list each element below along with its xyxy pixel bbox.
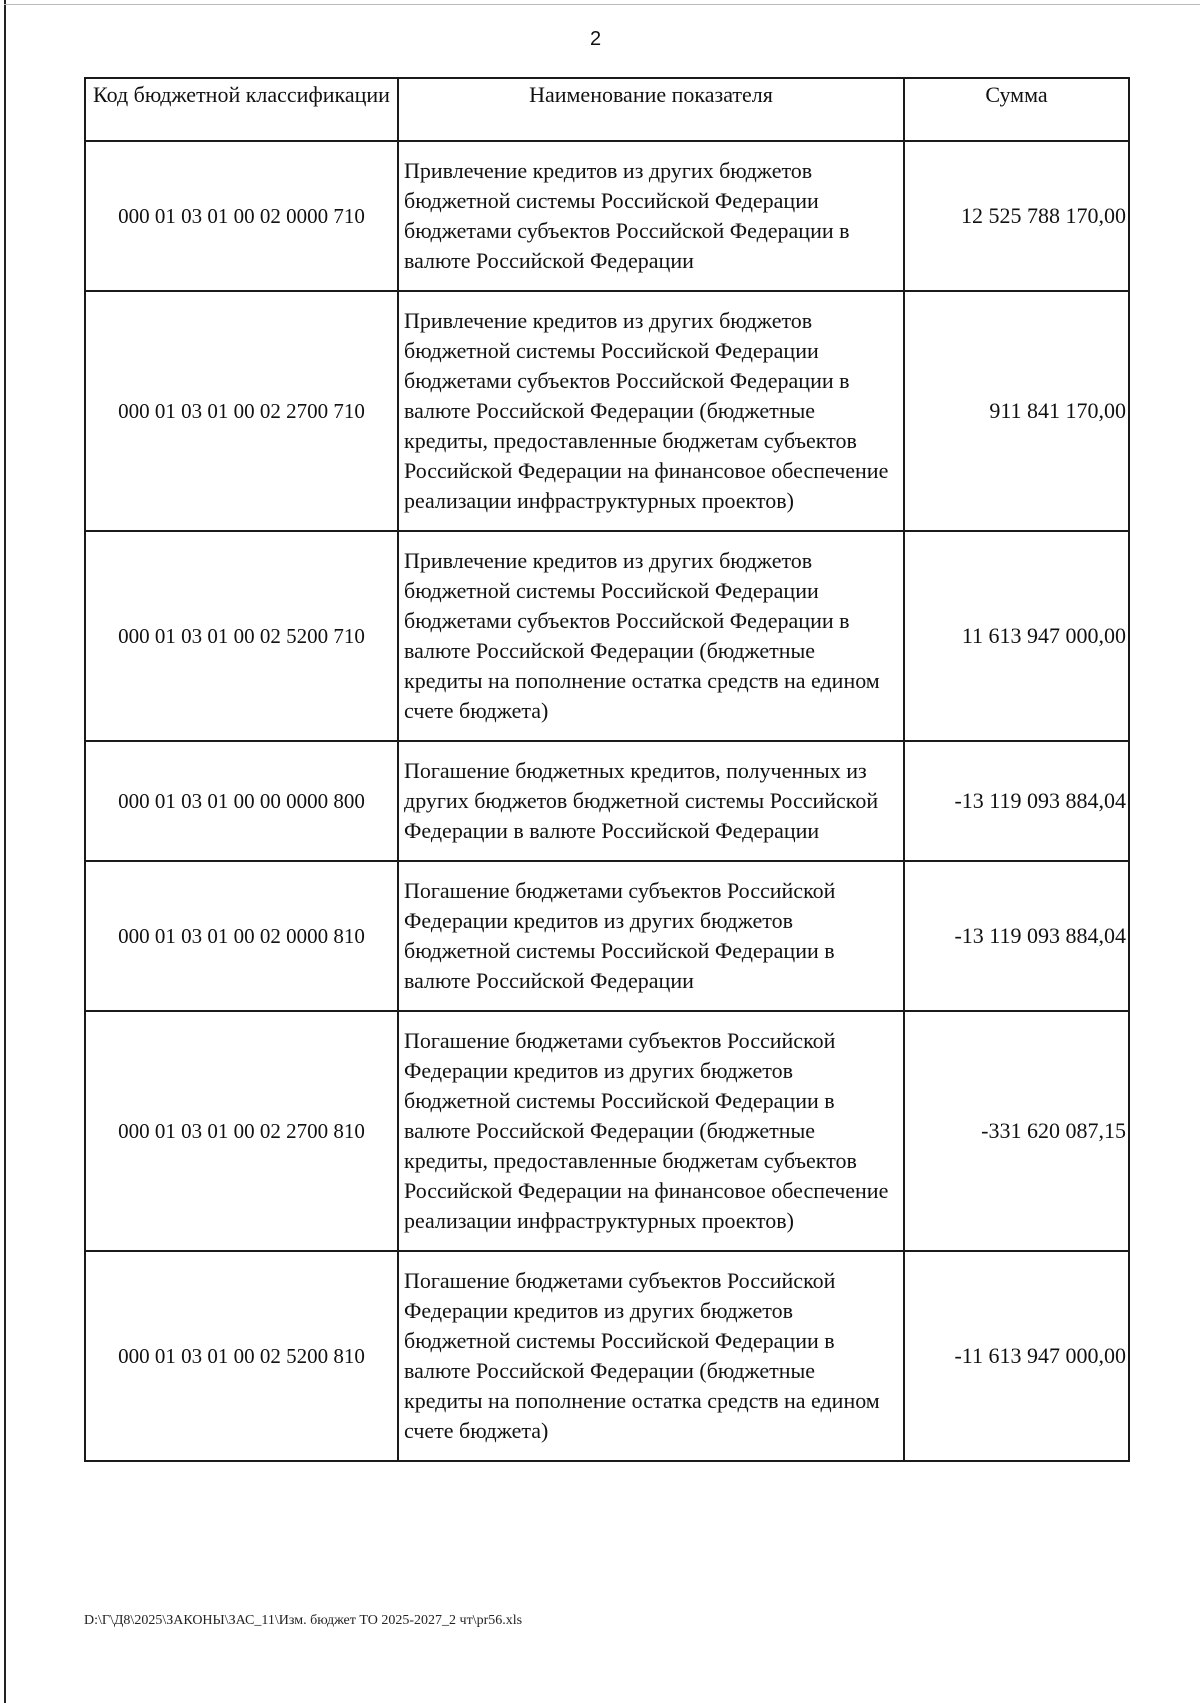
- table-row: [85, 741, 1129, 861]
- row-name: Погашение бюджетами субъектов Российской Федерации кредитов из других бюджетов бюджетной системы Российской Федерации в валюте Российской Федерации (бюджетные кредиты, предоставленные бюджетам субъектов Российской Федерации на финансовое обеспечение реализации инфраструктурных проектов): [398, 1011, 904, 1251]
- table-row: [85, 141, 1129, 291]
- row-name: Погашение бюджетами субъектов Российской Федерации кредитов из других бюджетов бюджетной системы Российской Федерации в валюте Российской Федерации (бюджетные кредиты на пополнение остатка средств на едином счете бюджета): [398, 1251, 904, 1461]
- row-name: Привлечение кредитов из других бюджетов бюджетной системы Российской Федерации бюджетами субъектов Российской Федерации в валюте Российской Федерации (бюджетные кредиты на пополнение остатка средств на едином счете бюджета): [398, 531, 904, 741]
- row-code: 000 01 03 01 00 02 5200 710: [85, 531, 398, 741]
- row-sum: 11 613 947 000,00: [904, 531, 1129, 741]
- row-name: Погашение бюджетных кредитов, полученных из других бюджетов бюджетной системы Российской Федерации в валюте Российской Федерации: [398, 741, 904, 861]
- row-name: Привлечение кредитов из других бюджетов бюджетной системы Российской Федерации бюджетами субъектов Российской Федерации в валюте Российской Федерации: [398, 141, 904, 291]
- table-row: [85, 291, 1129, 531]
- row-code: 000 01 03 01 00 02 0000 710: [85, 141, 398, 291]
- row-sum: -331 620 087,15: [904, 1011, 1129, 1251]
- page-edge: [4, 0, 6, 1703]
- row-code: 000 01 03 01 00 02 5200 810: [85, 1251, 398, 1461]
- row-code: 000 01 03 01 00 02 2700 810: [85, 1011, 398, 1251]
- table-row: [85, 861, 1129, 1011]
- row-sum: -13 119 093 884,04: [904, 861, 1129, 1011]
- table-header-row: [85, 78, 1129, 141]
- row-sum: -13 119 093 884,04: [904, 741, 1129, 861]
- header-code: Код бюджетной классификации: [85, 78, 398, 141]
- table-row: [85, 1251, 1129, 1461]
- header-sum: Сумма: [904, 78, 1129, 141]
- row-name: Погашение бюджетами субъектов Российской Федерации кредитов из других бюджетов бюджетной системы Российской Федерации в валюте Российской Федерации: [398, 861, 904, 1011]
- budget-table: [84, 77, 1130, 1462]
- row-sum: 911 841 170,00: [904, 291, 1129, 531]
- page-edge-top: [4, 4, 1200, 5]
- row-code: 000 01 03 01 00 02 0000 810: [85, 861, 398, 1011]
- table-row: [85, 1011, 1129, 1251]
- footer-file-path: D:\Г\Д8\2025\ЗАКОНЫ\ЗАС_11\Изм. бюджет ТО 2025-2027_2 чт\pr56.xls: [84, 1613, 523, 1628]
- row-code: 000 01 03 01 00 00 0000 800: [85, 741, 398, 861]
- header-name: Наименование показателя: [398, 78, 904, 141]
- row-sum: 12 525 788 170,00: [904, 141, 1129, 291]
- row-name: Привлечение кредитов из других бюджетов бюджетной системы Российской Федерации бюджетами субъектов Российской Федерации в валюте Российской Федерации (бюджетные кредиты, предоставленные бюджетам субъектов Российской Федерации на финансовое обеспечение реализации инфраструктурных проектов): [398, 291, 904, 531]
- table-row: [85, 531, 1129, 741]
- page-number: 2: [590, 28, 602, 50]
- row-code: 000 01 03 01 00 02 2700 710: [85, 291, 398, 531]
- row-sum: -11 613 947 000,00: [904, 1251, 1129, 1461]
